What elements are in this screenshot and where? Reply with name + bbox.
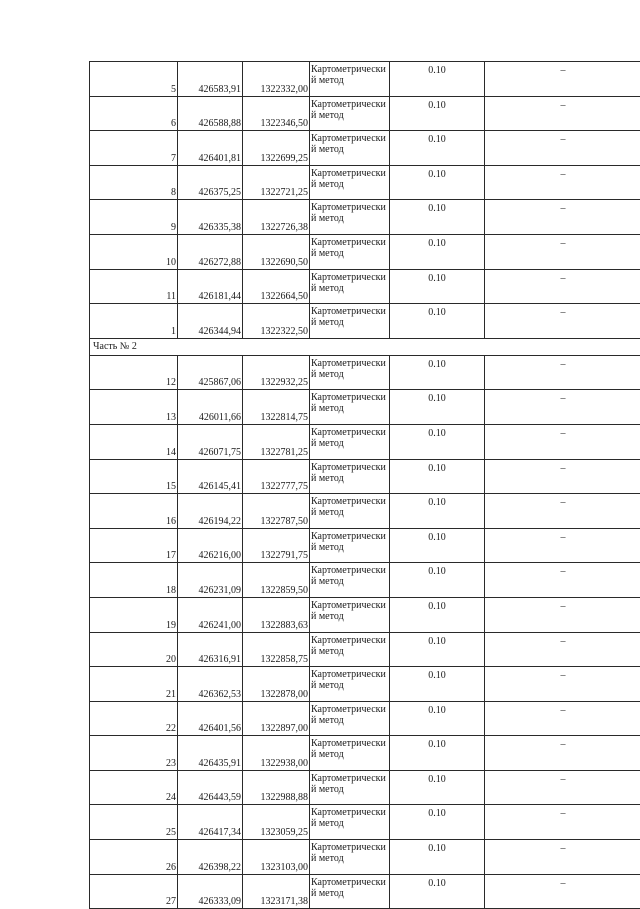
method-cell: Картометрический метод bbox=[310, 632, 390, 667]
point-number: 14 bbox=[90, 424, 178, 459]
point-number: 12 bbox=[90, 355, 178, 390]
coordinate-y: 1323059,25 bbox=[243, 805, 310, 840]
accuracy-cell: 0.10 bbox=[390, 701, 485, 736]
table-row bbox=[90, 96, 640, 131]
accuracy-cell: 0.10 bbox=[390, 200, 485, 235]
accuracy-cell: 0.10 bbox=[390, 874, 485, 909]
extra-cell: – bbox=[485, 701, 640, 736]
extra-cell: – bbox=[485, 667, 640, 702]
method-cell: Картометрический метод bbox=[310, 667, 390, 702]
coordinate-x: 426362,53 bbox=[178, 667, 243, 702]
extra-cell: – bbox=[485, 165, 640, 200]
table-row bbox=[90, 390, 640, 425]
table-row bbox=[90, 62, 640, 97]
coordinate-x: 426375,25 bbox=[178, 165, 243, 200]
coordinate-x: 426588,88 bbox=[178, 96, 243, 131]
table-row bbox=[90, 597, 640, 632]
coordinate-x: 425867,06 bbox=[178, 355, 243, 390]
point-number: 23 bbox=[90, 736, 178, 771]
point-number: 25 bbox=[90, 805, 178, 840]
coordinate-y: 1323103,00 bbox=[243, 840, 310, 875]
extra-cell: – bbox=[485, 304, 640, 339]
extra-cell: – bbox=[485, 770, 640, 805]
point-number: 16 bbox=[90, 494, 178, 529]
coordinate-y: 1322322,50 bbox=[243, 304, 310, 339]
point-number: 1 bbox=[90, 304, 178, 339]
coordinate-x: 426344,94 bbox=[178, 304, 243, 339]
coordinate-y: 1322878,00 bbox=[243, 667, 310, 702]
extra-cell: – bbox=[485, 200, 640, 235]
table-row bbox=[90, 840, 640, 875]
point-number: 20 bbox=[90, 632, 178, 667]
accuracy-cell: 0.10 bbox=[390, 165, 485, 200]
method-cell: Картометрический метод bbox=[310, 131, 390, 166]
accuracy-cell: 0.10 bbox=[390, 840, 485, 875]
coordinate-x: 426401,81 bbox=[178, 131, 243, 166]
accuracy-cell: 0.10 bbox=[390, 632, 485, 667]
table-row bbox=[90, 304, 640, 339]
accuracy-cell: 0.10 bbox=[390, 131, 485, 166]
accuracy-cell: 0.10 bbox=[390, 770, 485, 805]
coordinate-x: 426417,34 bbox=[178, 805, 243, 840]
coordinate-y: 1322932,25 bbox=[243, 355, 310, 390]
method-cell: Картометрический метод bbox=[310, 96, 390, 131]
extra-cell: – bbox=[485, 805, 640, 840]
coordinate-y: 1322781,25 bbox=[243, 424, 310, 459]
point-number: 17 bbox=[90, 528, 178, 563]
coordinate-y: 1322346,50 bbox=[243, 96, 310, 131]
extra-cell: – bbox=[485, 528, 640, 563]
point-number: 18 bbox=[90, 563, 178, 598]
accuracy-cell: 0.10 bbox=[390, 424, 485, 459]
method-cell: Картометрический метод bbox=[310, 165, 390, 200]
point-number: 26 bbox=[90, 840, 178, 875]
extra-cell: – bbox=[485, 355, 640, 390]
coordinate-x: 426011,66 bbox=[178, 390, 243, 425]
accuracy-cell: 0.10 bbox=[390, 96, 485, 131]
extra-cell: – bbox=[485, 96, 640, 131]
coordinate-y: 1322726,38 bbox=[243, 200, 310, 235]
coordinate-y: 1323171,38 bbox=[243, 874, 310, 909]
method-cell: Картометрический метод bbox=[310, 770, 390, 805]
table-row bbox=[90, 701, 640, 736]
accuracy-cell: 0.10 bbox=[390, 62, 485, 97]
table-row bbox=[90, 528, 640, 563]
coordinate-x: 426241,00 bbox=[178, 597, 243, 632]
extra-cell: – bbox=[485, 424, 640, 459]
point-number: 19 bbox=[90, 597, 178, 632]
coordinate-y: 1322859,50 bbox=[243, 563, 310, 598]
extra-cell: – bbox=[485, 234, 640, 269]
table-row bbox=[90, 874, 640, 909]
coordinate-x: 426333,09 bbox=[178, 874, 243, 909]
accuracy-cell: 0.10 bbox=[390, 563, 485, 598]
accuracy-cell: 0.10 bbox=[390, 736, 485, 771]
method-cell: Картометрический метод bbox=[310, 528, 390, 563]
coordinate-x: 426145,41 bbox=[178, 459, 243, 494]
point-number: 15 bbox=[90, 459, 178, 494]
coordinate-x: 426443,59 bbox=[178, 770, 243, 805]
coordinate-x: 426194,22 bbox=[178, 494, 243, 529]
method-cell: Картометрический метод bbox=[310, 390, 390, 425]
table-row bbox=[90, 805, 640, 840]
method-cell: Картометрический метод bbox=[310, 701, 390, 736]
table-row bbox=[90, 770, 640, 805]
point-number: 27 bbox=[90, 874, 178, 909]
method-cell: Картометрический метод bbox=[310, 355, 390, 390]
extra-cell: – bbox=[485, 563, 640, 598]
table-row bbox=[90, 269, 640, 304]
extra-cell: – bbox=[485, 494, 640, 529]
coordinate-x: 426071,75 bbox=[178, 424, 243, 459]
table-row bbox=[90, 494, 640, 529]
coordinate-y: 1322938,00 bbox=[243, 736, 310, 771]
method-cell: Картометрический метод bbox=[310, 424, 390, 459]
coordinate-x: 426272,88 bbox=[178, 234, 243, 269]
coordinate-x: 426335,38 bbox=[178, 200, 243, 235]
accuracy-cell: 0.10 bbox=[390, 269, 485, 304]
coordinate-x: 426401,56 bbox=[178, 701, 243, 736]
accuracy-cell: 0.10 bbox=[390, 597, 485, 632]
extra-cell: – bbox=[485, 269, 640, 304]
coordinate-y: 1322777,75 bbox=[243, 459, 310, 494]
method-cell: Картометрический метод bbox=[310, 200, 390, 235]
accuracy-cell: 0.10 bbox=[390, 304, 485, 339]
extra-cell: – bbox=[485, 874, 640, 909]
part-label: Часть № 2 bbox=[90, 338, 640, 355]
coordinate-y: 1322787,50 bbox=[243, 494, 310, 529]
table-row bbox=[90, 667, 640, 702]
coordinate-y: 1322897,00 bbox=[243, 701, 310, 736]
coordinate-x: 426435,91 bbox=[178, 736, 243, 771]
accuracy-cell: 0.10 bbox=[390, 494, 485, 529]
accuracy-cell: 0.10 bbox=[390, 667, 485, 702]
coordinate-y: 1322721,25 bbox=[243, 165, 310, 200]
point-number: 8 bbox=[90, 165, 178, 200]
coordinates-table bbox=[89, 61, 640, 909]
extra-cell: – bbox=[485, 597, 640, 632]
extra-cell: – bbox=[485, 62, 640, 97]
point-number: 7 bbox=[90, 131, 178, 166]
table-row bbox=[90, 563, 640, 598]
table-row bbox=[90, 632, 640, 667]
coordinate-x: 426583,91 bbox=[178, 62, 243, 97]
method-cell: Картометрический метод bbox=[310, 597, 390, 632]
coordinate-x: 426316,91 bbox=[178, 632, 243, 667]
method-cell: Картометрический метод bbox=[310, 874, 390, 909]
method-cell: Картометрический метод bbox=[310, 62, 390, 97]
table-row bbox=[90, 234, 640, 269]
method-cell: Картометрический метод bbox=[310, 234, 390, 269]
method-cell: Картометрический метод bbox=[310, 805, 390, 840]
point-number: 9 bbox=[90, 200, 178, 235]
table-row bbox=[90, 131, 640, 166]
extra-cell: – bbox=[485, 840, 640, 875]
accuracy-cell: 0.10 bbox=[390, 528, 485, 563]
accuracy-cell: 0.10 bbox=[390, 355, 485, 390]
table-row bbox=[90, 736, 640, 771]
accuracy-cell: 0.10 bbox=[390, 459, 485, 494]
coordinate-x: 426231,09 bbox=[178, 563, 243, 598]
extra-cell: – bbox=[485, 131, 640, 166]
part-header-row bbox=[90, 338, 640, 355]
point-number: 24 bbox=[90, 770, 178, 805]
table-row bbox=[90, 459, 640, 494]
point-number: 5 bbox=[90, 62, 178, 97]
method-cell: Картометрический метод bbox=[310, 736, 390, 771]
method-cell: Картометрический метод bbox=[310, 269, 390, 304]
table-row bbox=[90, 355, 640, 390]
coordinate-y: 1322883,63 bbox=[243, 597, 310, 632]
coordinate-y: 1322988,88 bbox=[243, 770, 310, 805]
extra-cell: – bbox=[485, 736, 640, 771]
coordinate-y: 1322791,75 bbox=[243, 528, 310, 563]
coordinate-y: 1322664,50 bbox=[243, 269, 310, 304]
coordinate-y: 1322858,75 bbox=[243, 632, 310, 667]
method-cell: Картометрический метод bbox=[310, 563, 390, 598]
point-number: 10 bbox=[90, 234, 178, 269]
method-cell: Картометрический метод bbox=[310, 304, 390, 339]
table-row bbox=[90, 165, 640, 200]
point-number: 11 bbox=[90, 269, 178, 304]
extra-cell: – bbox=[485, 459, 640, 494]
coordinate-y: 1322814,75 bbox=[243, 390, 310, 425]
method-cell: Картометрический метод bbox=[310, 459, 390, 494]
point-number: 22 bbox=[90, 701, 178, 736]
method-cell: Картометрический метод bbox=[310, 840, 390, 875]
coordinate-x: 426216,00 bbox=[178, 528, 243, 563]
accuracy-cell: 0.10 bbox=[390, 234, 485, 269]
point-number: 6 bbox=[90, 96, 178, 131]
table-row bbox=[90, 424, 640, 459]
accuracy-cell: 0.10 bbox=[390, 805, 485, 840]
coordinate-x: 426181,44 bbox=[178, 269, 243, 304]
coordinates-table-body bbox=[90, 62, 640, 909]
coordinate-y: 1322332,00 bbox=[243, 62, 310, 97]
extra-cell: – bbox=[485, 390, 640, 425]
table-row bbox=[90, 200, 640, 235]
extra-cell: – bbox=[485, 632, 640, 667]
accuracy-cell: 0.10 bbox=[390, 390, 485, 425]
point-number: 21 bbox=[90, 667, 178, 702]
coordinate-y: 1322690,50 bbox=[243, 234, 310, 269]
method-cell: Картометрический метод bbox=[310, 494, 390, 529]
point-number: 13 bbox=[90, 390, 178, 425]
coordinate-y: 1322699,25 bbox=[243, 131, 310, 166]
coordinate-x: 426398,22 bbox=[178, 840, 243, 875]
